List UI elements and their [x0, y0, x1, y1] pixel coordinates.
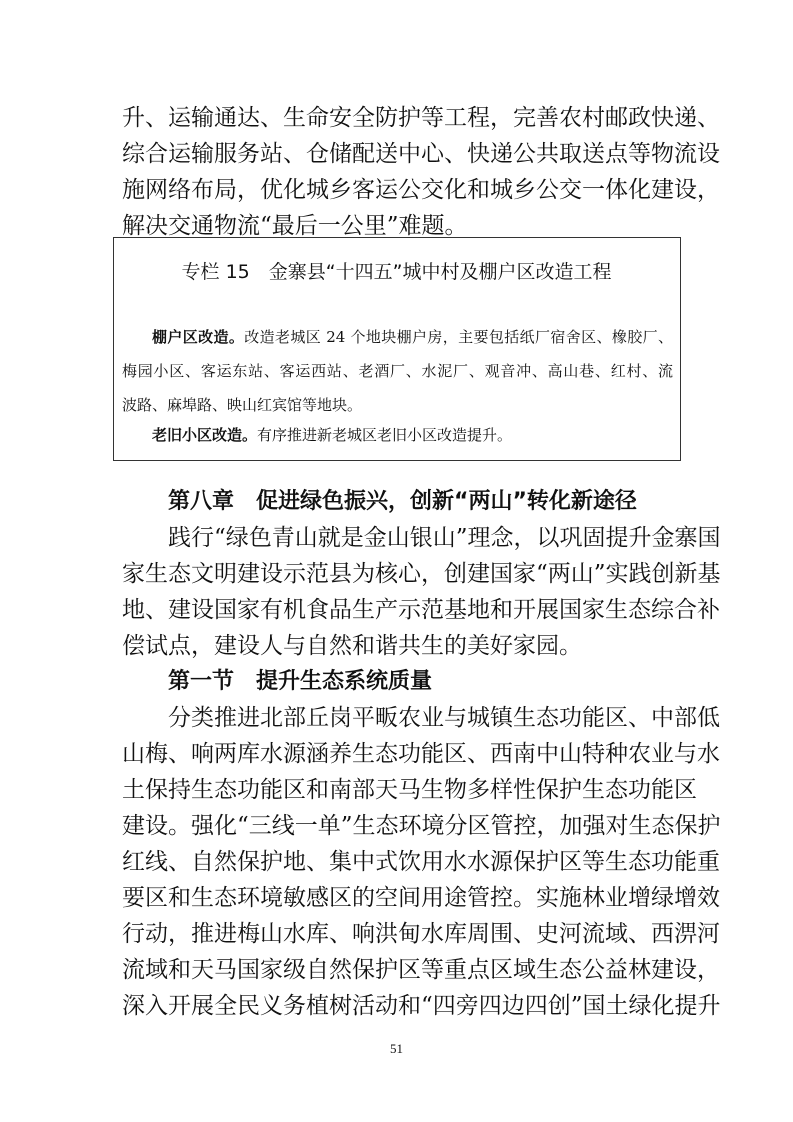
box-item-line — [152, 422, 673, 448]
column-box-title: 专栏 15 金寨县“十四五”城中村及棚户区改造工程 — [181, 261, 612, 283]
chapter-heading: 第八章 促进绿色振兴，创新“两山”转化新途径 — [168, 489, 637, 514]
paragraph-line: 升、运输通达、生命安全防护等工程，完善农村邮政快递、 — [122, 105, 720, 131]
paragraph-line: 分类推进北部丘岗平畈农业与城镇生态功能区、中部低 — [168, 705, 720, 731]
paragraph-line: 深入开展全民义务植树活动和“四旁四边四创”国土绿化提升 — [122, 993, 721, 1019]
paragraph-line: 解决交通物流“最后一公里”难题。 — [122, 213, 468, 239]
box-item-text: 有序推进新老城区老旧小区改造提升。 — [257, 426, 513, 444]
paragraph-line: 行动，推进梅山水库、响洪甸水库周围、史河流域、西淠河 — [122, 921, 720, 947]
paragraph-line: 要区和生态环境敏感区的空间用途管控。实施林业增绿增效 — [122, 885, 720, 911]
paragraph-line: 施网络布局，优化城乡客运公交化和城乡公交一体化建设， — [122, 177, 720, 203]
paragraph-line: 土保持生态功能区和南部天马生物多样性保护生态功能区 — [122, 777, 697, 803]
box-item-line — [152, 324, 673, 350]
paragraph-line: 流域和天马国家级自然保护区等重点区域生态公益林建设， — [122, 957, 720, 983]
paragraph-line: 践行“绿色青山就是金山银山”理念，以巩固提升金寨国 — [168, 525, 721, 551]
section-heading: 第一节 提升生态系统质量 — [168, 669, 433, 694]
paragraph-line: 地、建设国家有机食品生产示范基地和开展国家生态综合补 — [122, 597, 720, 623]
paragraph-line: 山梅、响两库水源涵养生态功能区、西南中山特种农业与水 — [122, 741, 720, 767]
paragraph-line: 红线、自然保护地、集中式饮用水水源保护区等生态功能重 — [122, 849, 720, 875]
paragraph-line: 建设。强化“三线一单”生态环境分区管控，加强对生态保护 — [122, 813, 721, 839]
box-item-line: 波路、麻埠路、映山红宾馆等地块。 — [122, 396, 363, 414]
paragraph-line: 家生态文明建设示范县为核心，创建国家“两山”实践创新基 — [122, 561, 721, 587]
paragraph-line: 偿试点，建设人与自然和谐共生的美好家园。 — [122, 633, 582, 659]
box-item-label: 老旧小区改造。 — [152, 426, 258, 444]
page-number: 51 — [390, 1041, 403, 1056]
paragraph-line: 综合运输服务站、仓储配送中心、快递公共取送点等物流设 — [122, 141, 720, 167]
box-item-text: 改造老城区 24 个地块棚户房，主要包括纸厂宿舍区、橡胶厂、 — [244, 328, 673, 346]
box-item-label: 棚户区改造。 — [152, 328, 245, 346]
box-item-line: 梅园小区、客运东站、客运西站、老酒厂、水泥厂、观音冲、高山巷、红村、流 — [122, 362, 673, 380]
